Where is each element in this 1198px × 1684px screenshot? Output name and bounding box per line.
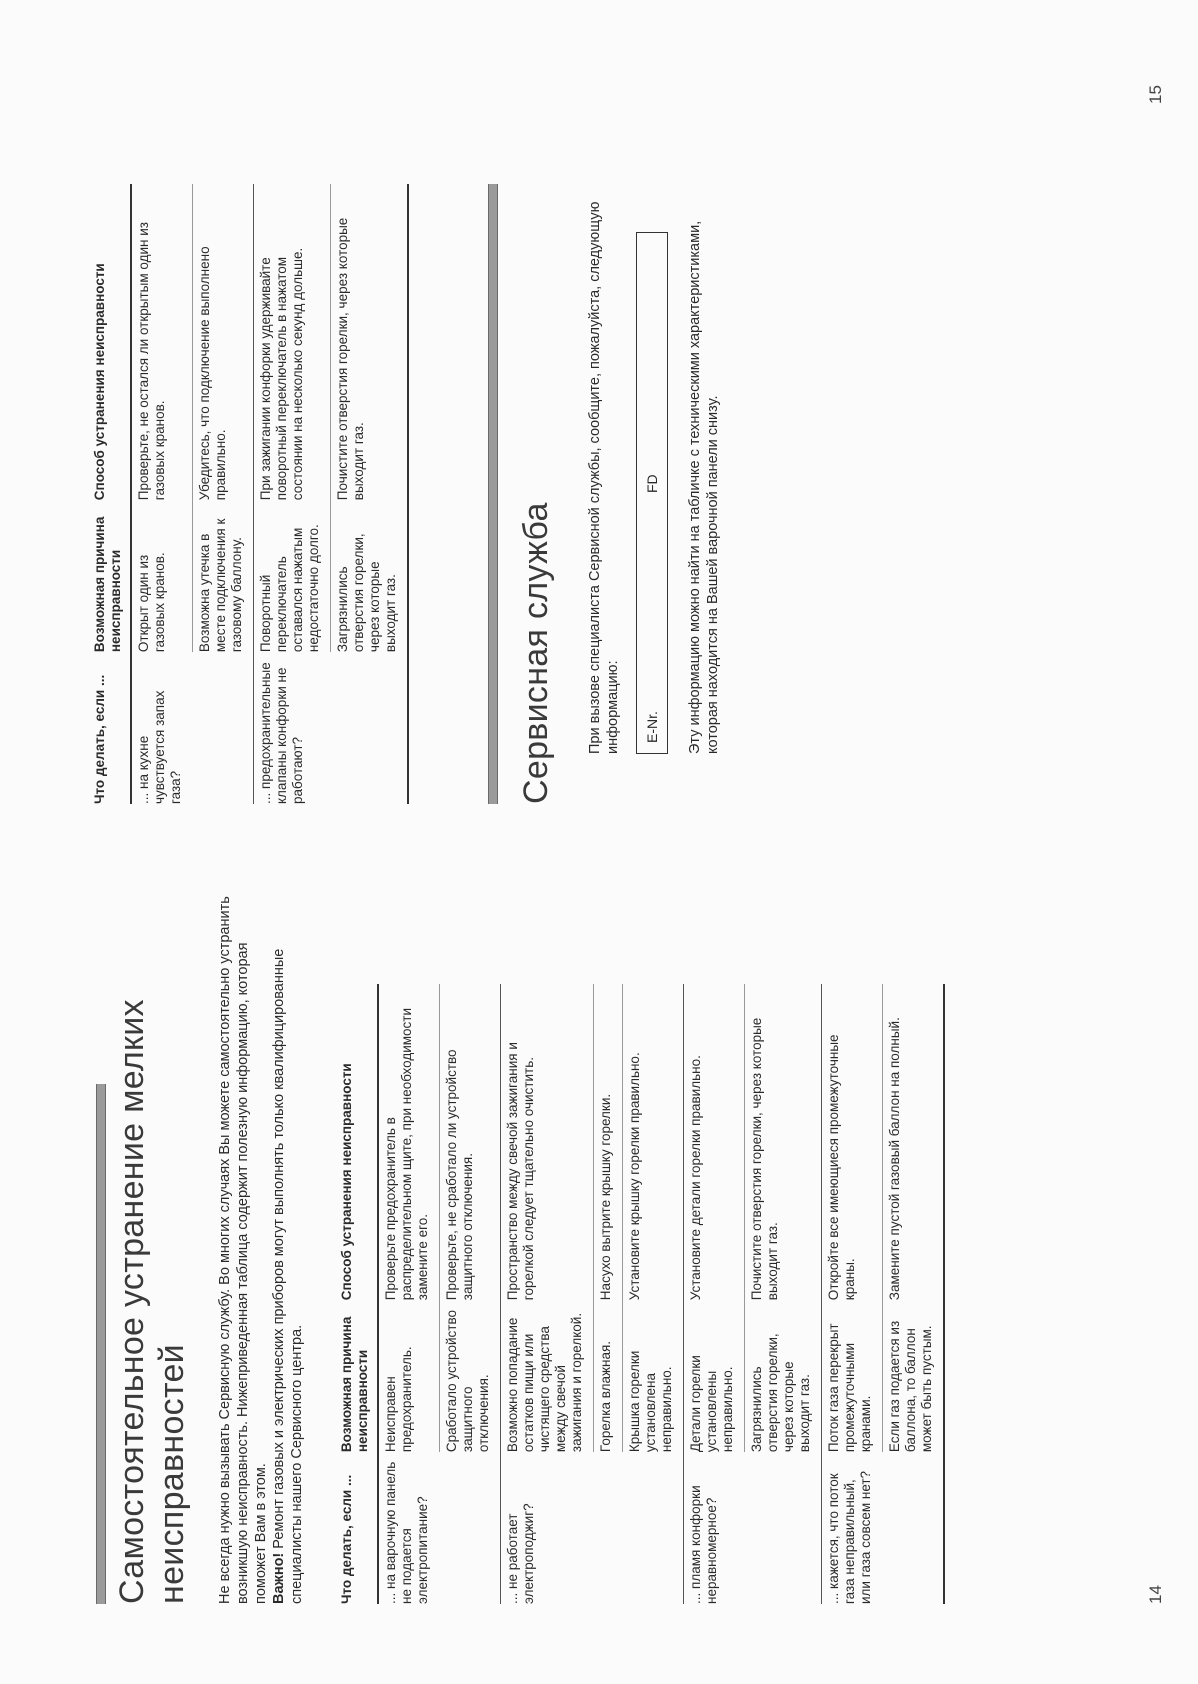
- cell-question: [330, 652, 408, 804]
- col-header-cause: Возможная причина неисправности: [335, 1300, 378, 1452]
- table-row: [623, 984, 684, 1604]
- page-14: [0, 814, 1198, 1604]
- cell-question: ... на варочную панель не подается электропитание?: [378, 1452, 440, 1604]
- table-row: [253, 184, 330, 804]
- cell-cause: Если газ подается из баллона, то баллон может быть пустым.: [883, 1300, 945, 1452]
- col-header-what: Что делать, если ...: [335, 1452, 378, 1604]
- service-intro: При вызове специалиста Сервисной службы, сообщите, пожалуйста, следующую информацию:: [587, 201, 621, 754]
- table-row: [594, 984, 623, 1604]
- cell-cause: Горелка влажная.: [594, 1300, 623, 1452]
- cell-question: ... пламя конфорки неравномерное?: [684, 1452, 745, 1604]
- cell-cause: Поворотный переключатель оставался нажатым недостаточно долго.: [253, 500, 330, 652]
- col-header-fix: Способ устранения неисправности: [335, 984, 378, 1300]
- important-text: Ремонт газовых и электрических приборов могут выполнять только квалифицированные специалисты нашего Сервисного центра.: [271, 948, 305, 1604]
- cell-cause: Сработало устройство защитного отключения.: [440, 1300, 501, 1452]
- cell-cause: Загрязнились отверстия горелки, через которые выходит газ.: [745, 1300, 822, 1452]
- cell-question: [594, 1452, 623, 1604]
- col-header-fix: Способ устранения неисправности: [88, 184, 131, 500]
- cell-cause: Неисправен предохранитель.: [378, 1300, 440, 1452]
- table-row: [745, 984, 822, 1604]
- table-row: [440, 984, 501, 1604]
- service-title: Сервисная служба: [517, 502, 555, 804]
- cell-fix: Убедитесь, что подключение выполнено правильно.: [192, 184, 253, 500]
- table-row: [883, 984, 945, 1604]
- cell-cause: Возможна утечка в месте подключения к газовому баллону.: [192, 500, 253, 652]
- table-row: [378, 984, 440, 1604]
- cell-fix: Насухо вытрите крышку горелки.: [594, 984, 623, 1300]
- table-row: [330, 184, 408, 804]
- cell-fix: Установите крышку горелки правильно.: [623, 984, 684, 1300]
- cell-cause: Детали горелки установлены неправильно.: [684, 1300, 745, 1452]
- cell-fix: Проверьте предохранитель в распределительном щите, при необходимости замените его.: [378, 984, 440, 1300]
- cell-fix: Почистите отверстия горелки, через которые выходит газ.: [745, 984, 822, 1300]
- cell-question: [745, 1452, 822, 1604]
- cell-cause: Поток газа перекрыт промежуточными кранами.: [822, 1300, 883, 1452]
- page-15: [0, 64, 1198, 804]
- cell-fix: Пространство между свечой зажигания и горелкой следует тщательно очистить.: [501, 984, 594, 1300]
- cell-cause: Открыт один из газовых кранов.: [131, 500, 192, 652]
- page-number-right: 15: [1146, 85, 1165, 104]
- table-row: [192, 184, 253, 804]
- section-bar: [96, 1084, 106, 1604]
- intro-text: [216, 884, 306, 1604]
- intro-paragraph: Не всегда нужно вызывать Сервисную службу. Во многих случаях Вы можете самостоятельно устранить возникшую неисправность. Нижеприведенная таблица содержит полезную информацию, которая поможет Вам в этом.: [217, 896, 269, 1604]
- cell-fix: Установите детали горелки правильно.: [684, 984, 745, 1300]
- page-number-left: 14: [1146, 1585, 1165, 1604]
- table-row: [131, 184, 192, 804]
- col-header-cause: Возможная причина неисправности: [88, 500, 131, 652]
- table-row: [501, 984, 594, 1604]
- cell-fix: Проверьте, не остался ли открытым один из газовых кранов.: [131, 184, 192, 500]
- cell-question: [623, 1452, 684, 1604]
- table-row: [822, 984, 883, 1604]
- section-bar: [488, 184, 498, 804]
- service-block: [586, 174, 722, 754]
- troubleshooting-table-continued: [88, 184, 409, 804]
- cell-question: ... на кухне чувствуется запах газа?: [131, 652, 192, 804]
- cell-question: [192, 652, 253, 804]
- cell-cause: Крышка горелки установлена неправильно.: [623, 1300, 684, 1452]
- cell-question: [440, 1452, 501, 1604]
- cell-question: [883, 1452, 945, 1604]
- cell-cause: Загрязнились отверстия горелки, через которые выходит газ.: [330, 500, 408, 652]
- cell-fix: Откройте все имеющиеся промежуточные краны.: [822, 984, 883, 1300]
- important-label: Важно!: [271, 1552, 287, 1604]
- cell-fix: При зажигании конфорки удерживайте поворотный переключатель в нажатом состоянии на несколько секунд дольше.: [253, 184, 330, 500]
- table-row: [684, 984, 745, 1604]
- fd-label: FD: [644, 474, 660, 493]
- service-note: Эту информацию можно найти на табличке с техническими характеристиками, которая находится на Вашей варочной панели снизу.: [687, 220, 721, 754]
- important-note: [270, 884, 306, 1604]
- cell-fix: Проверьте, не сработало ли устройство защитного отключения.: [440, 984, 501, 1300]
- cell-question: ... предохранительные клапаны конфорки не работают?: [253, 652, 330, 804]
- cell-fix: Замените пустой газовый баллон на полный.: [883, 984, 945, 1300]
- enr-label: E-Nr.: [644, 711, 660, 743]
- cell-question: ... кажется, что поток газа неправильный, или газа совсем нет?: [822, 1452, 883, 1604]
- cell-question: ... не работает электроподжиг?: [501, 1452, 594, 1604]
- cell-fix: Почистите отверстия горелки, через которые выходит газ.: [330, 184, 408, 500]
- col-header-what: Что делать, если ...: [88, 652, 131, 804]
- cell-cause: Возможно попадание остатков пищи или чистящего средства между свечой зажигания и горелкой.: [501, 1300, 594, 1452]
- page-title: Самостоятельное устранение мелких неисправностей: [113, 999, 191, 1604]
- enr-fd-box: [636, 232, 668, 754]
- troubleshooting-table: [335, 984, 945, 1604]
